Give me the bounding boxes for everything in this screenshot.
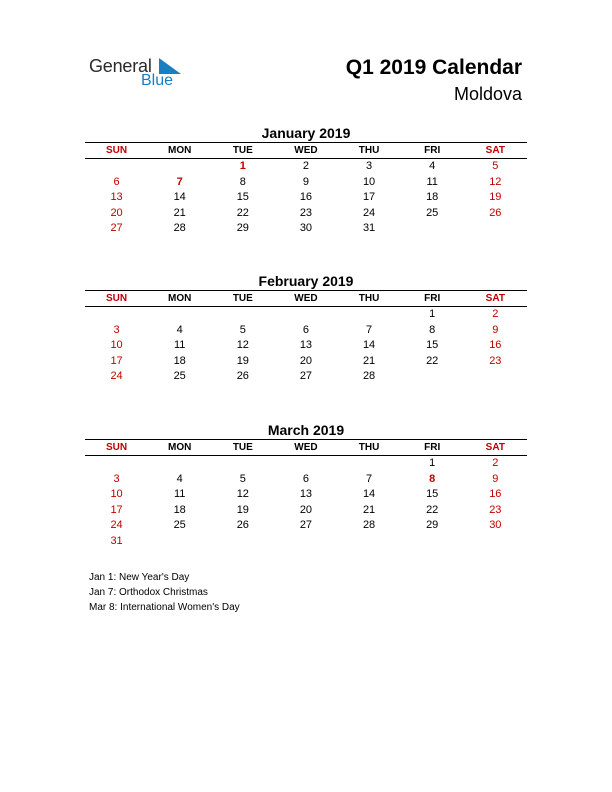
day-cell: 16 [489, 488, 502, 500]
week-row [85, 221, 527, 237]
week-row [85, 354, 527, 370]
day-cell: 2 [492, 457, 499, 469]
day-cell: 4 [429, 160, 436, 172]
weekday-header: SUN [106, 293, 128, 304]
day-cell: 12 [236, 339, 249, 351]
day-cell: 31 [362, 222, 376, 234]
week-row [85, 323, 527, 339]
day-cell: 27 [299, 370, 313, 382]
day-cell: 12 [489, 175, 502, 188]
day-cell: 2 [302, 160, 309, 172]
empty-day-cell [464, 369, 527, 385]
day-cell: 4 [176, 472, 183, 485]
day-cell: 21 [362, 354, 376, 367]
day-cell: 9 [492, 472, 499, 485]
day-cell: 8 [429, 323, 436, 336]
weekday-header: SAT [485, 293, 505, 304]
empty-day-cell [338, 456, 401, 472]
empty-day-cell [148, 159, 211, 175]
empty-day-cell [274, 456, 337, 472]
day-cell: 12 [236, 488, 249, 500]
day-cell: 22 [236, 206, 249, 219]
day-cell: 16 [489, 339, 502, 351]
weekday-header: FRI [424, 145, 441, 156]
day-cell: 16 [299, 191, 313, 203]
day-cell: 20 [299, 354, 313, 367]
day-cell: 9 [492, 323, 499, 336]
weekday-header: MON [168, 442, 192, 453]
day-cell: 24 [110, 519, 123, 531]
country-name: Moldova [453, 84, 522, 104]
month-january [85, 124, 527, 237]
day-cell: 13 [299, 488, 313, 500]
weekday-header: FRI [424, 293, 441, 304]
day-cell: 29 [236, 222, 249, 234]
week-row [85, 369, 527, 385]
day-cell: 11 [173, 339, 186, 351]
day-cell: 24 [110, 370, 123, 382]
weekday-header: FRI [424, 442, 441, 453]
day-cell: 23 [299, 206, 313, 219]
week-row [85, 518, 527, 534]
day-cell: 20 [299, 503, 313, 516]
day-cell: 28 [362, 519, 376, 531]
week-row [85, 338, 527, 354]
day-cell: 8 [429, 472, 436, 485]
month-title: February 2019 [258, 273, 354, 289]
day-cell: 19 [236, 503, 249, 516]
weekday-header: TUE [232, 293, 253, 304]
day-cell: 13 [110, 191, 123, 203]
empty-day-cell [401, 221, 464, 237]
week-row [85, 503, 527, 519]
day-cell: 3 [366, 160, 373, 172]
logo-blue-text: Blue [141, 72, 174, 89]
day-cell: 6 [113, 175, 120, 188]
empty-day-cell [274, 307, 337, 323]
month-title: March 2019 [267, 422, 345, 438]
empty-day-cell [211, 307, 274, 323]
weekday-header-row [85, 290, 527, 307]
day-cell: 9 [302, 175, 309, 188]
page-title: Q1 2019 Calendar [345, 56, 522, 79]
day-cell: 3 [113, 472, 120, 485]
day-cell: 10 [110, 488, 123, 500]
day-cell: 6 [302, 472, 309, 485]
day-cell: 25 [173, 519, 186, 531]
day-cell: 7 [176, 175, 183, 188]
holiday-notes [89, 570, 240, 615]
day-cell: 17 [362, 191, 376, 203]
day-cell: 7 [366, 323, 373, 336]
empty-day-cell [464, 534, 527, 550]
day-cell: 26 [236, 519, 249, 531]
day-cell: 13 [299, 339, 313, 351]
weekday-header: MON [168, 293, 192, 304]
weekday-header: THU [358, 442, 380, 453]
weekday-header: MON [168, 145, 192, 156]
day-cell: 27 [110, 222, 123, 234]
empty-day-cell [211, 534, 274, 550]
day-cell: 5 [239, 323, 246, 336]
day-cell: 18 [173, 354, 186, 367]
weekday-header: SUN [106, 442, 128, 453]
week-row [85, 206, 527, 222]
day-cell: 19 [236, 354, 249, 367]
empty-day-cell [85, 307, 148, 323]
day-cell: 1 [429, 457, 436, 469]
week-row [85, 159, 527, 175]
day-cell: 26 [236, 370, 249, 382]
day-cell: 15 [236, 191, 249, 203]
day-cell: 7 [366, 472, 373, 485]
day-cell: 22 [426, 354, 439, 367]
weekday-header: SAT [485, 442, 505, 453]
day-cell: 18 [426, 191, 439, 203]
generalblue-logo [89, 56, 199, 96]
day-cell: 4 [176, 323, 183, 336]
day-cell: 29 [426, 519, 439, 531]
empty-day-cell [274, 534, 337, 550]
weekday-header: TUE [232, 442, 253, 453]
day-cell: 23 [489, 354, 502, 367]
day-cell: 28 [362, 370, 376, 382]
day-cell: 24 [362, 206, 376, 219]
month-march [85, 421, 527, 549]
day-cell: 14 [362, 339, 376, 351]
weekday-header: THU [358, 293, 380, 304]
day-cell: 30 [299, 222, 313, 234]
day-cell: 21 [173, 206, 186, 219]
day-cell: 31 [110, 534, 123, 547]
day-cell: 11 [173, 488, 186, 500]
empty-day-cell [464, 221, 527, 237]
empty-day-cell [211, 456, 274, 472]
day-cell: 10 [110, 339, 123, 351]
day-cell: 5 [492, 160, 499, 172]
empty-day-cell [148, 307, 211, 323]
empty-day-cell [148, 456, 211, 472]
day-cell: 1 [429, 308, 436, 320]
day-cell: 27 [299, 519, 313, 531]
empty-day-cell [338, 307, 401, 323]
day-cell: 23 [489, 503, 502, 516]
day-cell: 17 [110, 354, 123, 367]
empty-day-cell [85, 159, 148, 175]
weekday-header-row [85, 142, 527, 159]
day-cell: 26 [489, 206, 502, 219]
week-row [85, 487, 527, 503]
empty-day-cell [401, 534, 464, 550]
empty-day-cell [148, 534, 211, 550]
day-cell: 15 [426, 488, 439, 500]
day-cell: 25 [426, 206, 439, 219]
empty-day-cell [85, 456, 148, 472]
week-row [85, 190, 527, 206]
holiday-note: Jan 1: New Year's Day [89, 572, 190, 583]
empty-day-cell [338, 534, 401, 550]
day-cell: 5 [239, 472, 246, 485]
weekday-header: SAT [485, 145, 505, 156]
day-cell: 30 [489, 519, 502, 531]
day-cell: 20 [110, 206, 123, 219]
holiday-note: Mar 8: International Women's Day [89, 602, 240, 613]
day-cell: 21 [362, 503, 376, 516]
day-cell: 25 [173, 370, 186, 382]
weekday-header: WED [294, 293, 318, 304]
day-cell: 14 [362, 488, 376, 500]
day-cell: 28 [173, 222, 186, 234]
week-row [85, 534, 527, 550]
weekday-header-row [85, 439, 527, 456]
holiday-note: Jan 7: Orthodox Christmas [89, 587, 208, 598]
logo-general-text: General [89, 56, 152, 76]
day-cell: 17 [110, 503, 123, 516]
day-cell: 2 [492, 308, 499, 320]
week-row [85, 472, 527, 488]
day-cell: 1 [239, 160, 246, 172]
day-cell: 22 [426, 503, 439, 516]
weekday-header: WED [294, 145, 318, 156]
day-cell: 11 [426, 175, 438, 188]
weekday-header: TUE [232, 145, 253, 156]
day-cell: 19 [489, 191, 502, 203]
day-cell: 6 [302, 323, 309, 336]
day-cell: 14 [173, 191, 186, 203]
week-row [85, 175, 527, 191]
weekday-header: WED [294, 442, 318, 453]
weekday-header: THU [358, 145, 380, 156]
week-row [85, 456, 527, 472]
month-february [85, 272, 527, 385]
day-cell: 8 [239, 175, 246, 188]
day-cell: 18 [173, 503, 186, 516]
empty-day-cell [401, 369, 464, 385]
day-cell: 10 [362, 175, 376, 188]
day-cell: 15 [426, 339, 439, 351]
week-row [85, 307, 527, 323]
month-title: January 2019 [261, 125, 351, 141]
day-cell: 3 [113, 323, 120, 336]
weekday-header: SUN [106, 145, 128, 156]
